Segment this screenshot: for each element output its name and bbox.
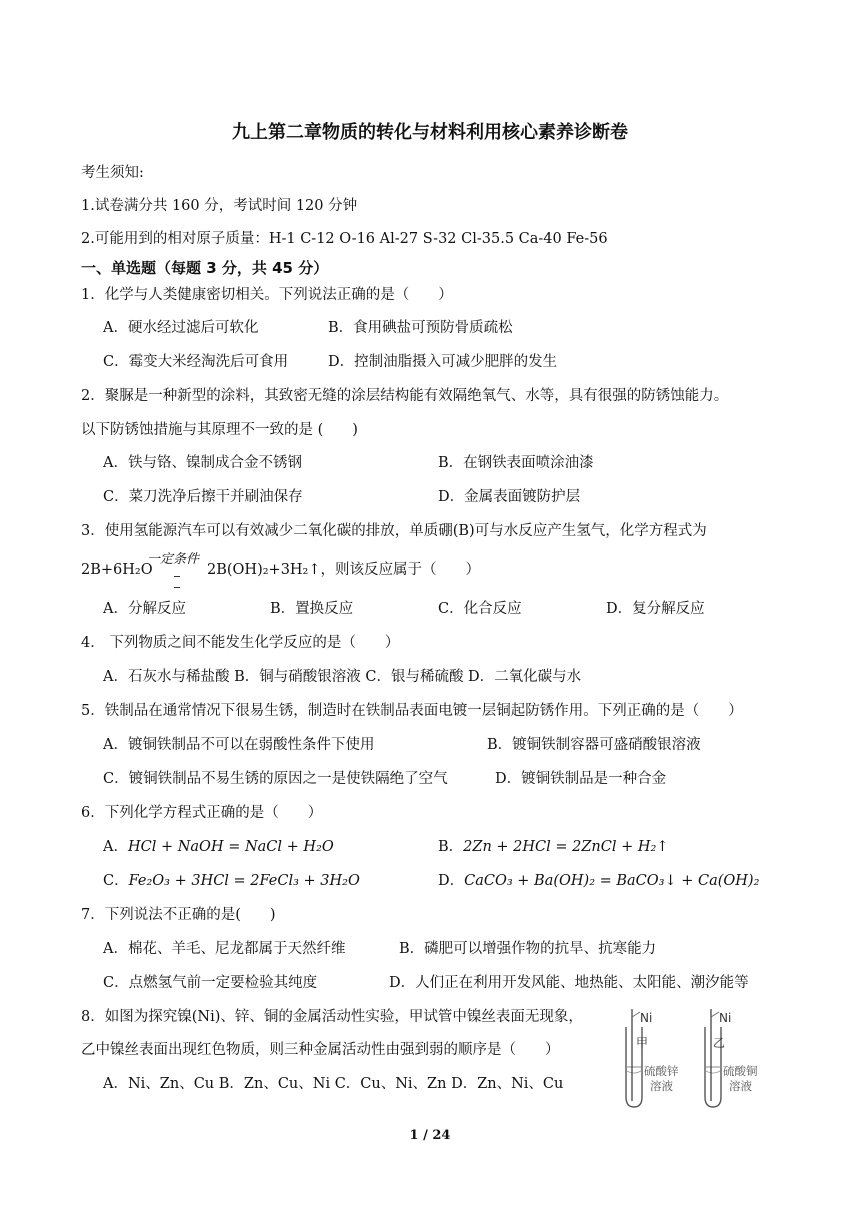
question-3-stem-1: 3．使用氢能源汽车可以有效减少二氧化碳的排放，单质硼(B)可与水反应产生氢气，化学方程式为	[81, 523, 707, 539]
q6-option-a	[103, 837, 334, 857]
q6-option-b-equation: 2Zn + 2HCl = 2ZnCl + H₂↑	[463, 839, 669, 855]
question-1-stem: 1．化学与人类健康密切相关。下列说法正确的是（ ）	[81, 287, 453, 303]
q5-option-c: C．镀铜铁制品不易生锈的原因之一是使铁隔绝了空气	[103, 771, 448, 787]
question-6-stem: 6．下列化学方程式正确的是（ ）	[81, 805, 323, 821]
q5-option-b: B．镀铜铁制容器可盛硝酸银溶液	[487, 737, 701, 753]
q3-equation-left: 2B+6H₂O	[81, 562, 153, 578]
q2-option-b: B．在钢铁表面喷涂油漆	[438, 455, 594, 471]
q3-equation-right: 2B(OH)₂+3H₂↑，则该反应属于（ ）	[207, 562, 481, 578]
q1-option-a: A．硬水经过滤后可软化	[103, 320, 259, 336]
q3-option-c: C．化合反应	[438, 601, 522, 617]
page-title: 九上第二章物质的转化与材料利用核心素养诊断卷	[232, 122, 628, 143]
notice-line-2: 2.可能用到的相对原子质量：H-1 C-12 O-16 Al-27 S-32 Cl-35.5 Ca-40 Fe-56	[81, 231, 608, 247]
q6-option-a-equation: HCl + NaOH = NaCl + H₂O	[127, 839, 334, 855]
q1-option-c: C．霉变大米经淘洗后可食用	[103, 354, 289, 370]
q2-option-a: A．铁与铬、镍制成合金不锈钢	[103, 455, 302, 471]
q5-option-a: A．镀铜铁制品不可以在弱酸性条件下使用	[103, 737, 375, 753]
notice-heading: 考生须知:	[81, 165, 144, 181]
condition-mark-2	[174, 587, 180, 588]
q6-option-d-equation: CaCO₃ + Ba(OH)₂ = BaCO₃↓ + Ca(OH)₂	[464, 873, 760, 889]
q3-option-d: D．复分解反应	[606, 601, 705, 617]
q2-option-d: D．金属表面镀防护层	[438, 489, 581, 505]
q6-option-b-label: B．	[438, 839, 464, 855]
question-8-stem-2: 乙中镍丝表面出现红色物质，则三种金属活动性由强到弱的顺序是（ ）	[81, 1042, 560, 1058]
q6-option-c-equation: Fe₂O₃ + 3HCl = 2FeCl₃ + 3H₂O	[128, 873, 360, 889]
test-tube-figure	[610, 1005, 790, 1110]
solution-label-yi-2: 溶液	[729, 1079, 752, 1093]
q5-option-d: D．镀铜铁制品是一种合金	[495, 771, 667, 787]
solution-label-yi-1: 硫酸铜	[723, 1064, 758, 1078]
tube-label-yi: 乙	[713, 1036, 726, 1050]
q3-option-b: B．置换反应	[270, 601, 354, 617]
solution-label-jia-1: 硫酸锌	[644, 1064, 679, 1078]
q6-option-d-label: D．	[438, 873, 465, 889]
notice-line-1: 1.试卷满分共 160 分，考试时间 120 分钟	[81, 198, 358, 214]
q1-option-d: D．控制油脂摄入可减少肥胖的发生	[328, 354, 558, 370]
tube-label-jia: 甲	[636, 1036, 649, 1050]
condition-mark-1	[174, 576, 180, 577]
question-4-stem: 4． 下列物质之间不能发生化学反应的是（ ）	[81, 635, 400, 651]
wire-label-yi: Ni	[719, 1011, 732, 1025]
question-2-stem-2: 以下防锈蚀措施与其原理不一致的是 ( )	[81, 422, 358, 438]
question-7-stem: 7．下列说法不正确的是( )	[81, 907, 276, 923]
q1-option-b: B．食用碘盐可预防骨质疏松	[328, 320, 513, 336]
q3-reaction-condition: 一定条件	[147, 552, 200, 567]
wire-label-jia: Ni	[640, 1011, 653, 1025]
q3-option-a: A．分解反应	[103, 601, 186, 617]
q7-option-a: A．棉花、羊毛、尼龙都属于天然纤维	[103, 941, 346, 957]
q6-option-c	[103, 871, 360, 891]
solution-label-jia-2: 溶液	[650, 1079, 673, 1093]
q6-option-d	[438, 871, 759, 891]
q8-options: A．Ni、Zn、Cu B．Zn、Cu、Ni C．Cu、Ni、Zn D．Zn、Ni、Cu	[103, 1076, 564, 1092]
q7-option-d: D．人们正在利用开发风能、地热能、太阳能、潮汐能等	[389, 975, 749, 991]
question-8-stem-1: 8．如图为探究镍(Ni)、锌、铜的金属活动性实验，甲试管中镍丝表面无现象，	[81, 1009, 583, 1025]
q4-options: A．石灰水与稀盐酸 B．铜与硝酸银溶液 C．银与稀硫酸 D．二氧化碳与水	[103, 669, 582, 685]
q6-option-b	[438, 837, 668, 857]
question-5-stem: 5．铁制品在通常情况下很易生锈，制造时在铁制品表面电镀一层铜起防锈作用。下列正确的是（ ）	[81, 703, 743, 719]
q7-option-b: B．磷肥可以增强作物的抗旱、抗寒能力	[399, 941, 657, 957]
q2-option-c: C．菜刀洗净后擦干并刷油保存	[103, 489, 303, 505]
q6-option-a-label: A．	[103, 839, 128, 855]
q7-option-c: C．点燃氢气前一定要检验其纯度	[103, 975, 318, 991]
q6-option-c-label: C．	[103, 873, 129, 889]
question-2-stem-1: 2．聚脲是一种新型的涂料，其致密无缝的涂层结构能有效隔绝氧气、水等，具有很强的防锈蚀能力。	[81, 388, 729, 404]
section-heading: 一、单选题（每题 3 分，共 45 分）	[81, 259, 329, 277]
page-number: 1 / 24	[409, 1128, 451, 1143]
